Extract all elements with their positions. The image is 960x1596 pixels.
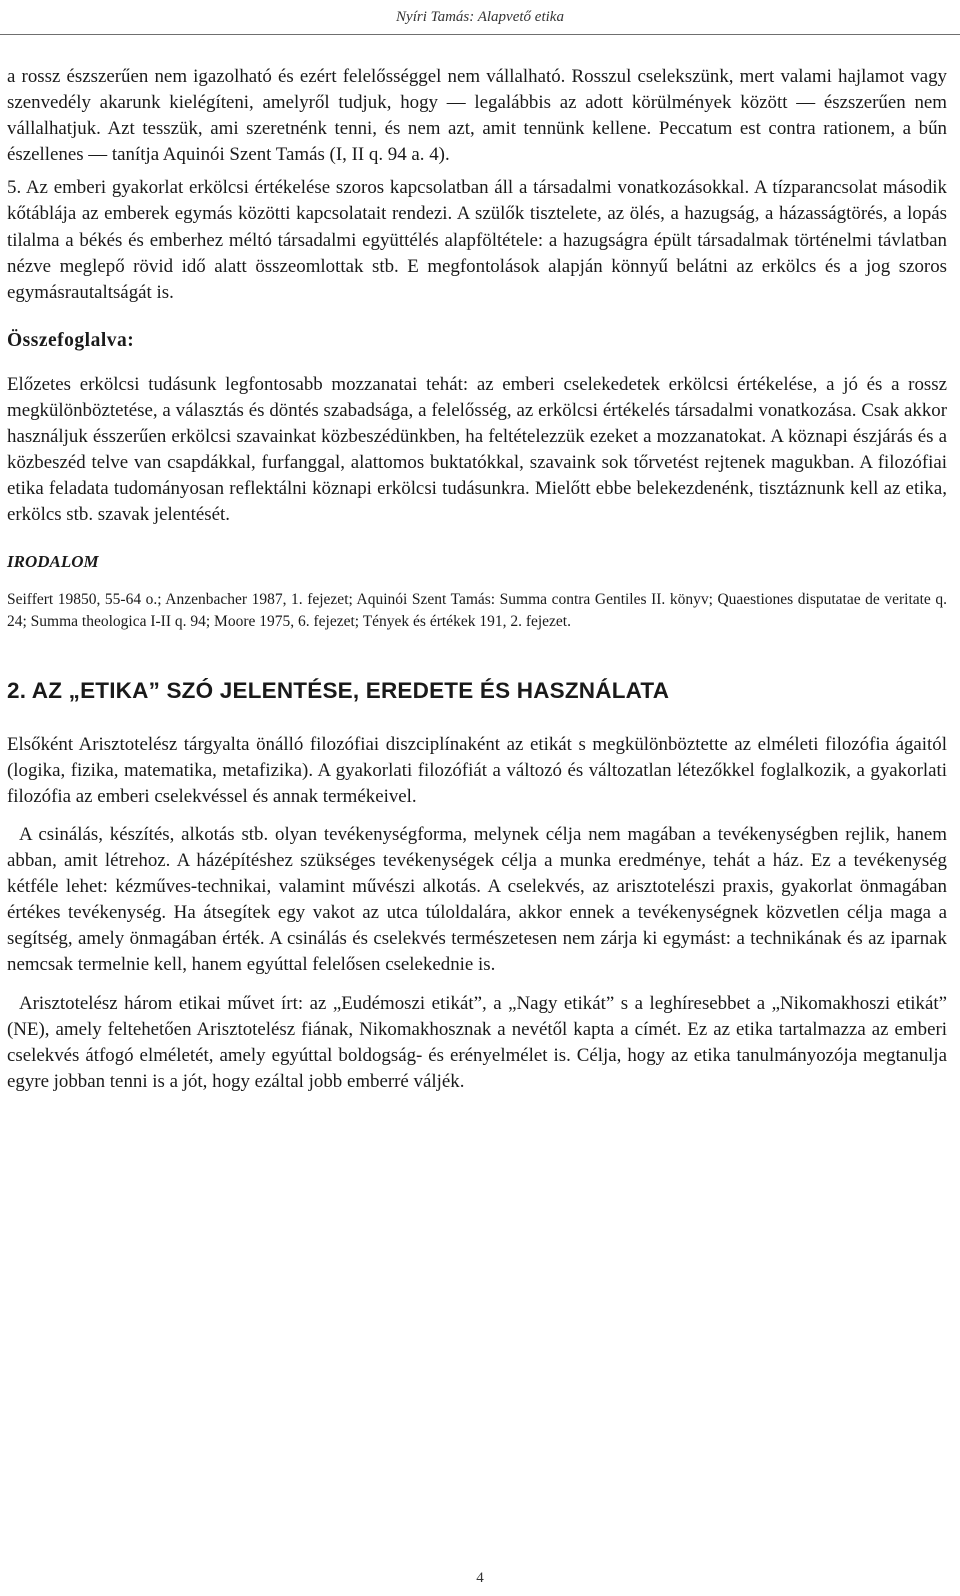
summary-paragraph: Előzetes erkölcsi tudásunk legfontosabb mozzanatai tehát: az emberi cselekedetek erkölcsi értékelése, a jó és a rossz megkülönböztetése, a választás és döntés szabadsága, a felelősség, az erkölcsi értékelés társadalmi vonatkozása. Csak akkor használjuk ésszerűen erkölcsi szavainkat közbeszédünkben, ha feltételezzük ezeket a mozzanatokat. A köznapi észjárás és a közbeszéd telve van csapdákkal, furfanggal, alattomos buktatókkal, szavaink sok tőrvetést rejtenek magukban. A filozófiai etika feladata tudományosan reflektálni köznapi erkölcsi tudásunkra. Mielőtt ebbe belekezdenénk, tisztáznunk kell az etika, erkölcs stb. szavak jelentését. xyxy=(7,373,947,526)
page-content xyxy=(7,64,947,1095)
section-paragraph: Arisztotelész három etikai művet írt: az „Eudémoszi etikát”, a „Nagy etikát” s a leghíresebbet a „Nikomakhoszi etikát” (NE), amely feltehetően Arisztotelész fiának, Nikomakhosznak a nevétől kapta a címét. Ez az etika tartalmazza az emberi cselekvés átfogó elméletét, amely egyúttal boldogság- és erényelmélet is. Célja, hogy az etika tanulmányozója megtanulja egyre jobban tenni is a jót, hogy ezáltal jobb emberré váljék. xyxy=(7,992,947,1092)
summary-heading: Összefoglalva: xyxy=(7,329,135,351)
section-paragraph: A csinálás, készítés, alkotás stb. olyan tevékenységforma, melynek célja nem magában a tevékenységben rejlik, hanem abban, amit létrehoz. A házépítéshez szükséges tevékenységek célja a munka eredménye, tehát a ház. Ez a tevékenység kétféle lehet: kézműves-technikai, valamint művészi alkotás. A cselekvés, az arisztotelészi praxis, gyakorlat önmagában értékes tevékenység. Ha átsegítek egy vakot az utca túloldalára, akkor ennek a tevékenységnek közvetlen célja maga a segítség, amely önmagában érték. A csinálás és cselekvés természetesen nem zárja ki egymást: a technikának és az iparnak nemcsak termelnie kell, hanem egyúttal felelősen cselekednie is. xyxy=(7,823,947,976)
references-heading: IRODALOM xyxy=(7,551,99,571)
page-number: 4 xyxy=(476,1570,484,1586)
running-title: Nyíri Tamás: Alapvető etika xyxy=(396,9,564,25)
body-paragraph: a rossz észszerűen nem igazolható és ezért felelősséggel nem vállalható. Rosszul cselekszünk, mert valami hajlamot vagy szenvedély akarunk kielégíteni, amelyről tudjuk, hogy — legalábbis az adott körülmények között — észszerűen nem vállalhatjuk. Azt tesszük, ami szeretnénk tenni, és nem azt, amit tennünk kellene. Peccatum est contra rationem, a bűn észellenes — tanítja Aquinói Szent Tamás (I, II q. 94 a. 4). xyxy=(7,66,947,166)
running-header xyxy=(0,0,960,35)
references-text: Seiffert 19850, 55-64 o.; Anzenbacher 1987, 1. fejezet; Aquinói Szent Tamás: Summa contra Gentiles II. könyv; Quaestiones disputatae de veritate q. 24; Summa theologica I-II q. 94; Moore 1975, 6. fejezet; Tények és értékek 191, 2. fejezet. xyxy=(7,590,947,631)
section-title: 2. AZ „ETIKA” SZÓ JELENTÉSE, EREDETE ÉS HASZNÁLATA xyxy=(7,677,670,703)
body-paragraph: 5. Az emberi gyakorlat erkölcsi értékelése szoros kapcsolatban áll a társadalmi vonatkozásokkal. A tízparancsolat második kőtáblája az emberek egymás közötti kapcsolatait rendezi. A szülők tisztelete, az ölés, a hazugság, a házasságtörés, a lopás tilalma a békés és emberhez méltó társadalmi együttélés alapföltétele: a hazugságra épült társadalmak történelmi távlatban nézve meglepő rövid idő alatt összeomlottak stb. E megfontolások alapján könnyű belátni az erkölcs és a jog szoros egymásrautaltságát is. xyxy=(7,177,947,303)
section-paragraph: Elsőként Arisztotelész tárgyalta önálló filozófiai diszciplínaként az etikát s megkülönböztette az elméleti filozófia ágaitól (logika, fizika, matematika, metafizika). A gyakorlati filozófiát a változó és változatlan létezőkkel foglalkozik, a gyakorlati filozófia az emberi cselekvéssel és annak termékeivel. xyxy=(7,733,947,807)
